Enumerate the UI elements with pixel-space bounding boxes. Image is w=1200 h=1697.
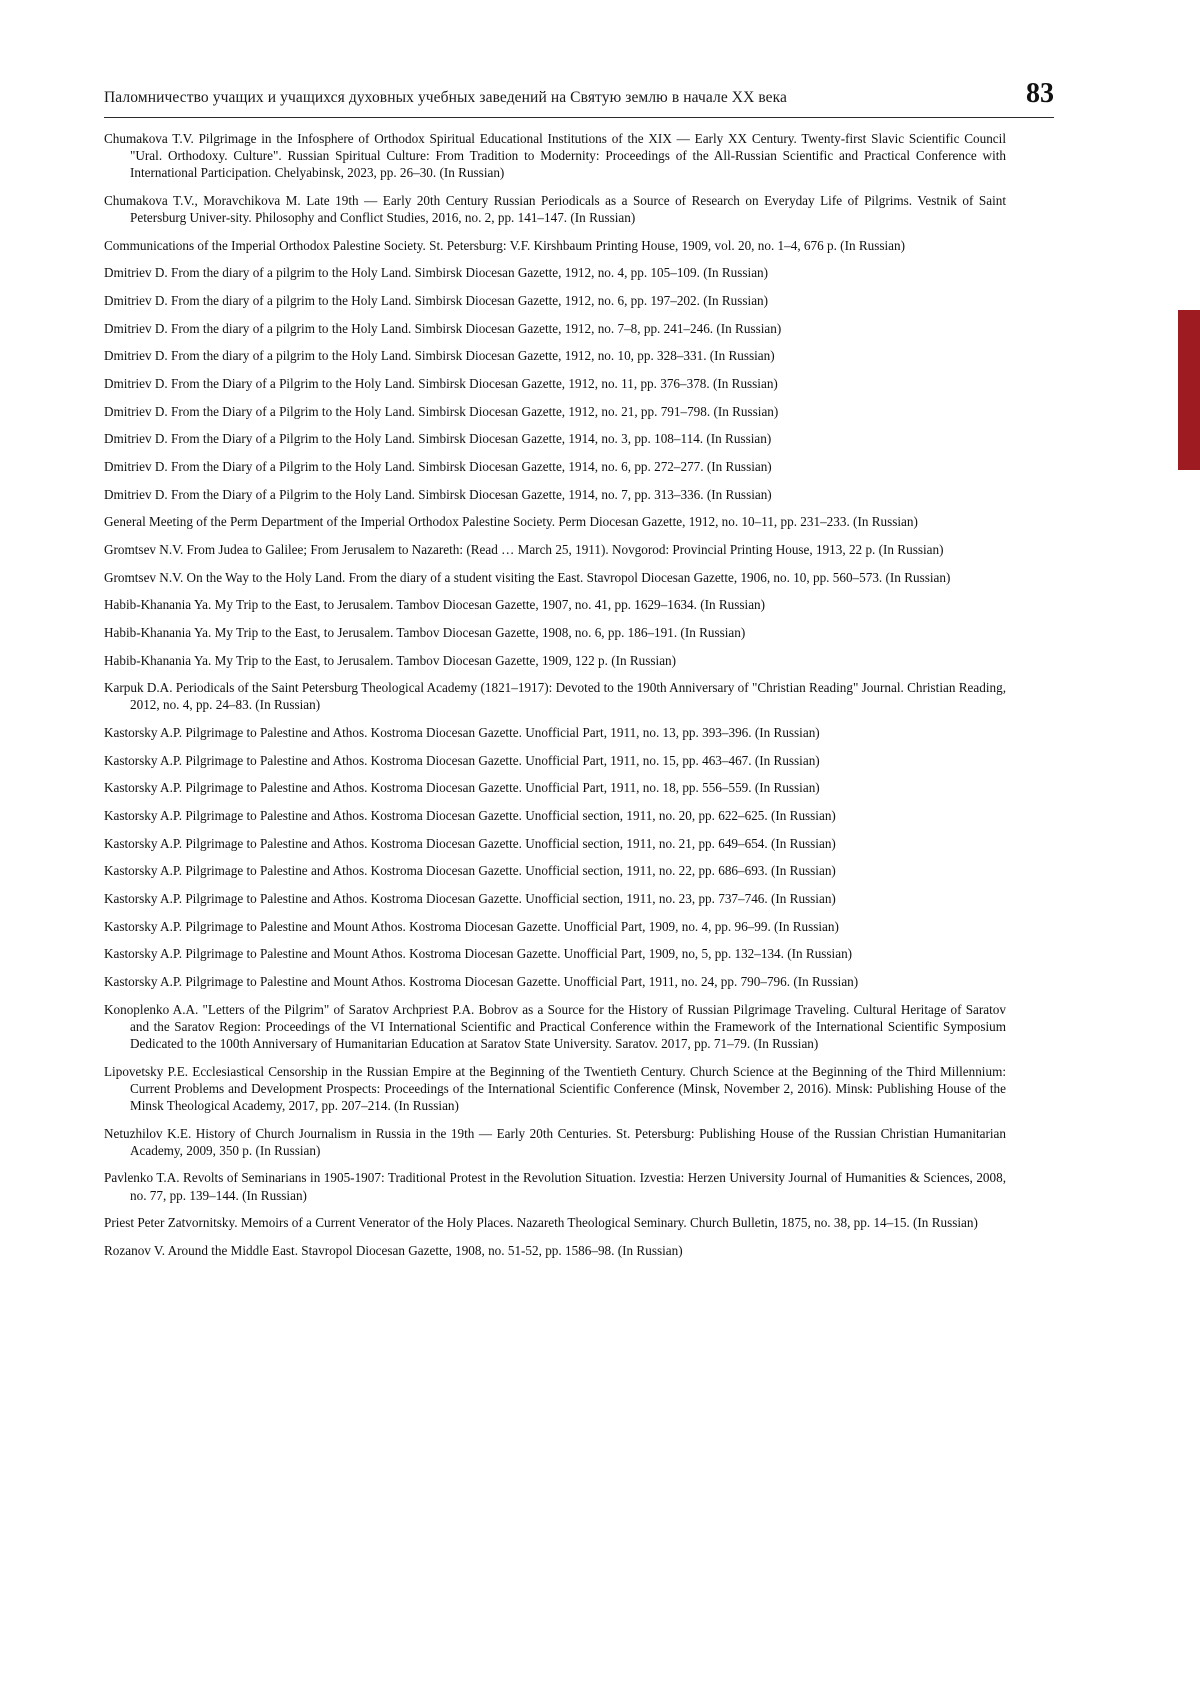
reference-entry: Kastorsky A.P. Pilgrimage to Palestine and Athos. Kostroma Diocesan Gazette. Unofficial section, 1911, no. 20, pp. 622–625. (In Russian) — [104, 808, 836, 824]
reference-entry: Dmitriev D. From the diary of a pilgrim to the Holy Land. Simbirsk Diocesan Gazette, 1912, no. 4, pp. 105–109. (In Russian) — [104, 265, 769, 281]
page-content — [104, 78, 1054, 1259]
reference-entry: Kastorsky A.P. Pilgrimage to Palestine and Athos. Kostroma Diocesan Gazette. Unofficial section, 1911, no. 22, pp. 686–693. (In Russian) — [104, 863, 836, 879]
reference-list — [104, 130, 1006, 1259]
reference-entry: Priest Peter Zatvornitsky. Memoirs of a Current Venerator of the Holy Places. Nazareth Theological Seminary. Church Bulletin, 1875, no. 38, pp. 14–15. (In Russian) — [104, 1215, 978, 1231]
reference-entry: Rozanov V. Around the Middle East. Stavropol Diocesan Gazette, 1908, no. 51-52, pp. 1586–98. (In Russian) — [104, 1242, 683, 1258]
running-title: Паломничество учащих и учащихся духовных учебных заведений на Святую землю в начале XX века — [104, 89, 788, 106]
reference-entry: Dmitriev D. From the Diary of a Pilgrim to the Holy Land. Simbirsk Diocesan Gazette, 1914, no. 3, pp. 108–114. (In Russian) — [104, 431, 772, 447]
page-header — [104, 78, 1054, 110]
reference-entry: Dmitriev D. From the Diary of a Pilgrim to the Holy Land. Simbirsk Diocesan Gazette, 1912, no. 11, pp. 376–378. (In Russian) — [104, 376, 778, 392]
reference-entry: General Meeting of the Perm Department of the Imperial Orthodox Palestine Society. Perm Diocesan Gazette, 1912, no. 10–11, pp. 231–233. (In Russian) — [104, 514, 918, 530]
page-number: 83 — [1026, 78, 1054, 109]
reference-entry: Kastorsky A.P. Pilgrimage to Palestine and Mount Athos. Kostroma Diocesan Gazette. Unofficial Part, 1911, no. 24, pp. 790–796. (In Russian) — [104, 974, 859, 989]
reference-entry: Gromtsev N.V. On the Way to the Holy Land. From the diary of a student visiting the East. Stavropol Diocesan Gazette, 1906, no. 10, pp. 560–573. (In Russian) — [104, 569, 951, 585]
reference-entry: Chumakova T.V., Moravchikova M. Late 19th — Early 20th Century Russian Periodicals as a Source of Research on Everyday Life of Pilgrims. Vestnik of Saint Petersburg Univer-sity. Philosophy and Conflict Studies, 2016, no. 2, pp. 141–147. (In Russian) — [104, 192, 1006, 226]
reference-entry: Kastorsky A.P. Pilgrimage to Palestine and Mount Athos. Kostroma Diocesan Gazette. Unofficial Part, 1909, no, 5, pp. 132–134. (In Russian) — [104, 946, 853, 962]
reference-entry: Konoplenko A.A. "Letters of the Pilgrim" of Saratov Archpriest P.A. Bobrov as a Source for the History of Russian Pilgrimage Traveling. Cultural Heritage of Saratov and the Saratov Region: Proceedings of the VI International Scientific and Practical Conference within the Framework of the International Scientific Symposium Dedicated to the 100th Anniversary of Humanitarian Education at Saratov State University. Saratov. 2017, pp. 71–79. (In Russian) — [104, 1001, 1006, 1051]
reference-entry: Kastorsky A.P. Pilgrimage to Palestine and Mount Athos. Kostroma Diocesan Gazette. Unofficial Part, 1909, no. 4, pp. 96–99. (In Russian) — [104, 918, 839, 934]
reference-entry: Habib-Khanania Ya. My Trip to the East, to Jerusalem. Tambov Diocesan Gazette, 1909, 122 p. (In Russian) — [104, 652, 677, 668]
page-edge-tab-marker — [1178, 310, 1200, 470]
reference-entry: Habib-Khanania Ya. My Trip to the East, to Jerusalem. Tambov Diocesan Gazette, 1907, no. 41, pp. 1629–1634. (In Russian) — [104, 597, 766, 613]
reference-entry: Habib-Khanania Ya. My Trip to the East, to Jerusalem. Tambov Diocesan Gazette, 1908, no. 6, pp. 186–191. (In Russian) — [104, 624, 746, 640]
reference-entry: Netuzhilov K.E. History of Church Journalism in Russia in the 19th — Early 20th Centuries. St. Petersburg: Publishing House of the Russian Christian Humanitarian Academy, 2009, 350 p. (In Russian) — [104, 1125, 1006, 1158]
header-divider — [104, 117, 1054, 118]
reference-entry: Kastorsky A.P. Pilgrimage to Palestine and Athos. Kostroma Diocesan Gazette. Unofficial Part, 1911, no. 15, pp. 463–467. (In Russian) — [104, 752, 820, 768]
reference-entry: Kastorsky A.P. Pilgrimage to Palestine and Athos. Kostroma Diocesan Gazette. Unofficial section, 1911, no. 23, pp. 737–746. (In Russian) — [104, 891, 836, 907]
reference-entry: Dmitriev D. From the diary of a pilgrim to the Holy Land. Simbirsk Diocesan Gazette, 1912, no. 10, pp. 328–331. (In Russian) — [104, 348, 775, 364]
reference-entry: Dmitriev D. From the Diary of a Pilgrim to the Holy Land. Simbirsk Diocesan Gazette, 1912, no. 21, pp. 791–798. (In Russian) — [104, 403, 779, 419]
reference-entry: Karpuk D.A. Periodicals of the Saint Petersburg Theological Academy (1821–1917): Devoted to the 190th Anniversary of "Christian Reading" Journal. Christian Reading, 2012, no. 4, pp. 24–83. (In Russian) — [104, 680, 1006, 713]
reference-entry: Chumakova T.V. Pilgrimage in the Infosphere of Orthodox Spiritual Educational Institutions of the XIX — Early XX Century. Twenty-first Slavic Scientific Council "Ural. Orthodoxy. Culture". Russian Spiritual Culture: From Tradition to Modernity: Proceedings of the All-Russian Scientific and Practical Conference with International Participation. Chelyabinsk, 2023, pp. 26–30. (In Russian) — [104, 131, 1006, 181]
reference-entry: Lipovetsky P.E. Ecclesiastical Censorship in the Russian Empire at the Beginning of the Twentieth Century. Church Science at the Beginning of the Third Millennium: Current Problems and Development Prospects: Proceedings of the International Scientific Conference (Minsk, November 2, 2016). Minsk: Publishing House of the Minsk Theological Academy, 2017, pp. 207–214. (In Russian) — [104, 1063, 1006, 1113]
reference-entry: Dmitriev D. From the diary of a pilgrim to the Holy Land. Simbirsk Diocesan Gazette, 1912, no. 7–8, pp. 241–246. (In Russian) — [104, 320, 782, 336]
reference-entry: Pavlenko T.A. Revolts of Seminarians in 1905-1907: Traditional Protest in the Revolution Situation. Izvestia: Herzen University Journal of Humanities & Sciences, 2008, no. 77, pp. 139–144. (In Russian) — [104, 1170, 1006, 1203]
reference-entry: Kastorsky A.P. Pilgrimage to Palestine and Athos. Kostroma Diocesan Gazette. Unofficial section, 1911, no. 21, pp. 649–654. (In Russian) — [104, 835, 836, 851]
reference-entry: Dmitriev D. From the Diary of a Pilgrim to the Holy Land. Simbirsk Diocesan Gazette, 1914, no. 6, pp. 272–277. (In Russian) — [104, 459, 772, 475]
reference-entry: Communications of the Imperial Orthodox Palestine Society. St. Petersburg: V.F. Kirshbaum Printing House, 1909, vol. 20, no. 1–4, 676 p. (In Russian) — [104, 237, 906, 253]
reference-entry: Dmitriev D. From the diary of a pilgrim to the Holy Land. Simbirsk Diocesan Gazette, 1912, no. 6, pp. 197–202. (In Russian) — [104, 293, 769, 309]
reference-entry: Gromtsev N.V. From Judea to Galilee; From Jerusalem to Nazareth: (Read … March 25, 1911). Novgorod: Provincial Printing House, 1913, 22 p. (In Russian) — [104, 542, 944, 557]
reference-entry: Kastorsky A.P. Pilgrimage to Palestine and Athos. Kostroma Diocesan Gazette. Unofficial Part, 1911, no. 18, pp. 556–559. (In Russian) — [104, 780, 820, 796]
reference-entry: Kastorsky A.P. Pilgrimage to Palestine and Athos. Kostroma Diocesan Gazette. Unofficial Part, 1911, no. 13, pp. 393–396. (In Russian) — [104, 725, 820, 741]
reference-entry: Dmitriev D. From the Diary of a Pilgrim to the Holy Land. Simbirsk Diocesan Gazette, 1914, no. 7, pp. 313–336. (In Russian) — [104, 486, 772, 502]
